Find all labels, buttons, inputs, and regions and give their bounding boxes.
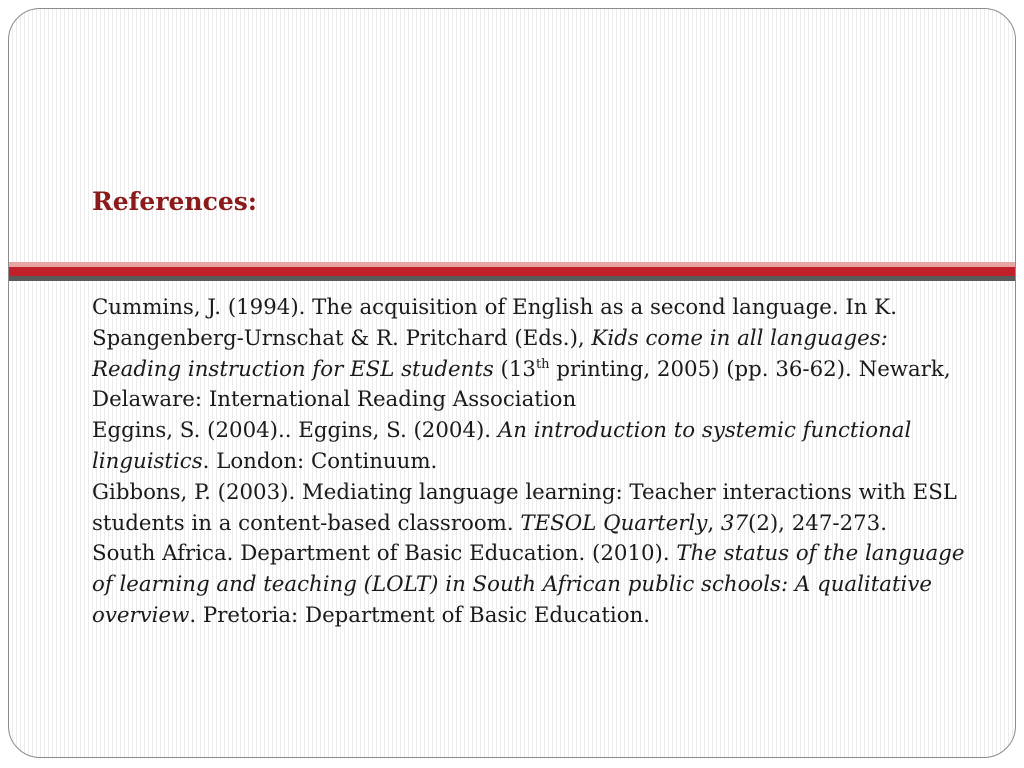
divider-band-red: [9, 267, 1015, 276]
reference-gibbons: [92, 478, 972, 540]
slide: [8, 8, 1016, 758]
reference-cummins: [92, 293, 972, 416]
reference-text: Eggins, S. (2004).. Eggins, S. (2004).: [92, 418, 498, 444]
reference-text: Gibbons, P. (2003). Mediating language learning: Teacher interactions with ESL students in a content-based classroom.: [92, 479, 957, 536]
reference-text: South Africa. Department of Basic Education. (2010).: [92, 541, 677, 567]
reference-eggins: [92, 416, 972, 478]
reference-text: ,: [707, 510, 721, 536]
reference-text: Cummins, J. (1994). The acquisition of English as a second language. In K. Spangenberg-Urnschat & R. Pritchard (Eds.),: [92, 295, 897, 351]
reference-text: (2), 247-273.: [748, 510, 887, 536]
divider-band-gray: [9, 276, 1015, 281]
reference-title-italic: Kids come in all languages: Reading instruction for ESL students: [92, 325, 888, 382]
reference-text: printing, 2005) (pp. 36-62). Newark, Delaware: International Reading Association: [92, 356, 951, 413]
reference-south-africa: [92, 539, 972, 631]
divider-bands: [9, 262, 1015, 281]
reference-title-italic: The status of the language of learning and teaching (LOLT) in South African public schools: A qualitative overview: [92, 541, 965, 628]
references-list: [92, 293, 972, 632]
reference-text: . Pretoria: Department of Basic Education.: [189, 602, 651, 628]
reference-journal-italic: TESOL Quarterly: [520, 510, 708, 536]
reference-volume-italic: 37: [720, 510, 749, 536]
superscript-ordinal: th: [535, 356, 550, 372]
reference-title-italic: An introduction to systemic functional linguistics: [92, 418, 912, 474]
slide-title: References:: [92, 187, 258, 216]
reference-text: (13: [493, 356, 536, 382]
reference-text: . London: Continuum.: [202, 448, 438, 474]
